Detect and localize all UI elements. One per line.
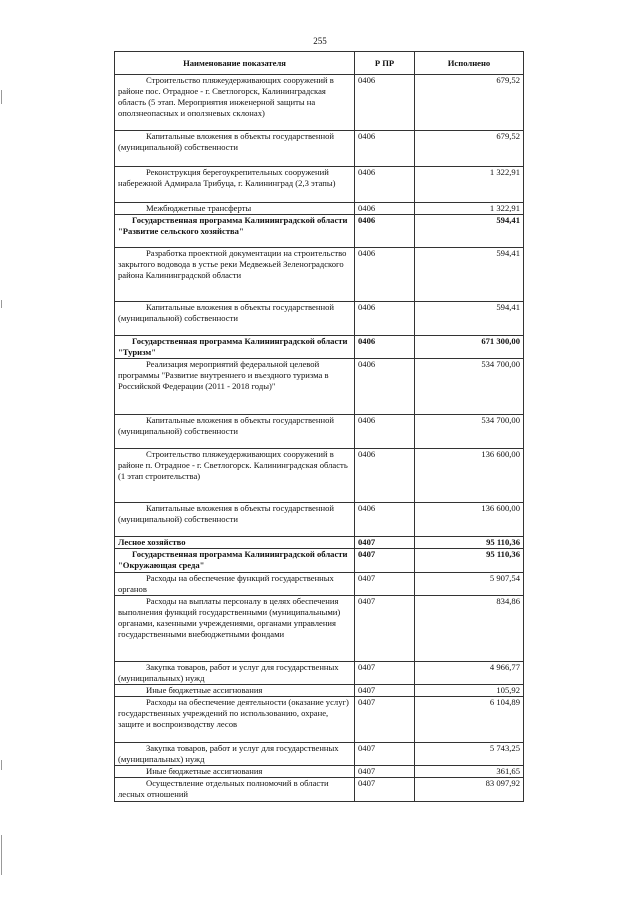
- row-name: Лесное хозяйство: [115, 537, 355, 549]
- header-name: Наименование показателя: [115, 52, 355, 75]
- row-code: 0406: [355, 503, 415, 537]
- row-code: 0406: [355, 75, 415, 131]
- row-name: Капитальные вложения в объекты государственной (муниципальной) собственности: [115, 302, 355, 336]
- row-name: Капитальные вложения в объекты государственной (муниципальной) собственности: [115, 503, 355, 537]
- row-name: Государственная программа Калининградской области "Развитие сельского хозяйства": [115, 215, 355, 248]
- table-row: [115, 203, 524, 215]
- header-code: Р ПР: [355, 52, 415, 75]
- table-row: [115, 248, 524, 302]
- row-code: 0406: [355, 336, 415, 359]
- row-name: Строительство пляжеудерживающих сооружений в районе п. Отрадное - г. Светлогорск. Калининградская область (1 этап строительства): [115, 449, 355, 503]
- row-name: Государственная программа Калининградской области "Окружающая среда": [115, 549, 355, 573]
- table-row: [115, 75, 524, 131]
- row-code: 0406: [355, 359, 415, 415]
- table-row: [115, 449, 524, 503]
- row-code: 0406: [355, 131, 415, 167]
- row-code: 0407: [355, 778, 415, 802]
- row-name: Межбюджетные трансферты: [115, 203, 355, 215]
- row-amount: 136 600,00: [415, 503, 524, 537]
- row-code: 0406: [355, 248, 415, 302]
- row-code: 0406: [355, 167, 415, 203]
- row-name: Строительство пляжеудерживающих сооружений в районе пос. Отрадное - г. Светлогорск, Калининградская область (5 этап. Мероприятия инженерной защиты на оползнеопасных и оползневых склонах): [115, 75, 355, 131]
- row-code: 0407: [355, 743, 415, 766]
- row-name: Закупка товаров, работ и услуг для государственных (муниципальных) нужд: [115, 662, 355, 685]
- table-row: [115, 359, 524, 415]
- row-name: Расходы на обеспечение функций государственных органов: [115, 573, 355, 596]
- row-amount: 679,52: [415, 75, 524, 131]
- row-name: Государственная программа Калининградской области "Туризм": [115, 336, 355, 359]
- table-row: [115, 596, 524, 662]
- table-row: [115, 215, 524, 248]
- row-amount: 5 743,25: [415, 743, 524, 766]
- row-amount: 95 110,36: [415, 537, 524, 549]
- table-row: [115, 131, 524, 167]
- row-name: Реализация мероприятий федеральной целевой программы "Развитие внутреннего и въездного туризма в Российской Федерации (2011 - 2018 годы)": [115, 359, 355, 415]
- table-row: [115, 336, 524, 359]
- row-amount: 5 907,54: [415, 573, 524, 596]
- row-name: Расходы на обеспечение деятельности (оказание услуг) государственных учреждений по использованию, охране, защите и воспроизводству лесов: [115, 697, 355, 743]
- table-row: [115, 743, 524, 766]
- row-name: Капитальные вложения в объекты государственной (муниципальной) собственности: [115, 415, 355, 449]
- row-amount: 834,86: [415, 596, 524, 662]
- row-name: Расходы на выплаты персоналу в целях обеспечения выполнения функций государственными (муниципальными) органами, казенными учреждениями, органами управления государственными внебюджетными фондами: [115, 596, 355, 662]
- row-code: 0407: [355, 662, 415, 685]
- row-amount: 4 966,77: [415, 662, 524, 685]
- table-row: [115, 573, 524, 596]
- row-name: Разработка проектной документации на строительство закрытого водовода в устье реки Медвежьей Зеленоградского района Калининградской области: [115, 248, 355, 302]
- table-row: [115, 302, 524, 336]
- table-row: [115, 167, 524, 203]
- table-row: [115, 766, 524, 778]
- row-amount: 1 322,91: [415, 167, 524, 203]
- row-amount: 361,65: [415, 766, 524, 778]
- row-amount: 6 104,89: [415, 697, 524, 743]
- table-header-row: [115, 52, 524, 75]
- table-row: [115, 549, 524, 573]
- row-name: Иные бюджетные ассигнования: [115, 685, 355, 697]
- row-amount: 594,41: [415, 302, 524, 336]
- row-amount: 671 300,00: [415, 336, 524, 359]
- row-amount: 534 700,00: [415, 415, 524, 449]
- row-name: Реконструкция берегоукрепительных сооружений набережной Адмирала Трибуца, г. Калининград (2,3 этапы): [115, 167, 355, 203]
- row-name: Капитальные вложения в объекты государственной (муниципальной) собственности: [115, 131, 355, 167]
- page-number: 255: [313, 36, 327, 46]
- row-code: 0407: [355, 697, 415, 743]
- row-amount: 594,41: [415, 215, 524, 248]
- row-code: 0406: [355, 215, 415, 248]
- row-name: Осуществление отдельных полномочий в области лесных отношений: [115, 778, 355, 802]
- row-code: 0406: [355, 415, 415, 449]
- table-row: [115, 685, 524, 697]
- row-amount: 83 097,92: [415, 778, 524, 802]
- row-code: 0407: [355, 596, 415, 662]
- header-amount: Исполнено: [415, 52, 524, 75]
- row-amount: 534 700,00: [415, 359, 524, 415]
- table-row: [115, 697, 524, 743]
- row-code: 0406: [355, 302, 415, 336]
- row-code: 0407: [355, 573, 415, 596]
- table-row: [115, 415, 524, 449]
- row-code: 0407: [355, 537, 415, 549]
- row-code: 0407: [355, 549, 415, 573]
- row-name: Иные бюджетные ассигнования: [115, 766, 355, 778]
- row-code: 0406: [355, 449, 415, 503]
- row-amount: 136 600,00: [415, 449, 524, 503]
- table-row: [115, 778, 524, 802]
- row-amount: 594,41: [415, 248, 524, 302]
- row-code: 0407: [355, 766, 415, 778]
- table-row: [115, 662, 524, 685]
- row-amount: 1 322,91: [415, 203, 524, 215]
- row-amount: 95 110,36: [415, 549, 524, 573]
- row-amount: 679,52: [415, 131, 524, 167]
- expenditure-table: [114, 51, 524, 802]
- row-amount: 105,92: [415, 685, 524, 697]
- row-code: 0406: [355, 203, 415, 215]
- row-name: Закупка товаров, работ и услуг для государственных (муниципальных) нужд: [115, 743, 355, 766]
- table-row: [115, 537, 524, 549]
- table-row: [115, 503, 524, 537]
- row-code: 0407: [355, 685, 415, 697]
